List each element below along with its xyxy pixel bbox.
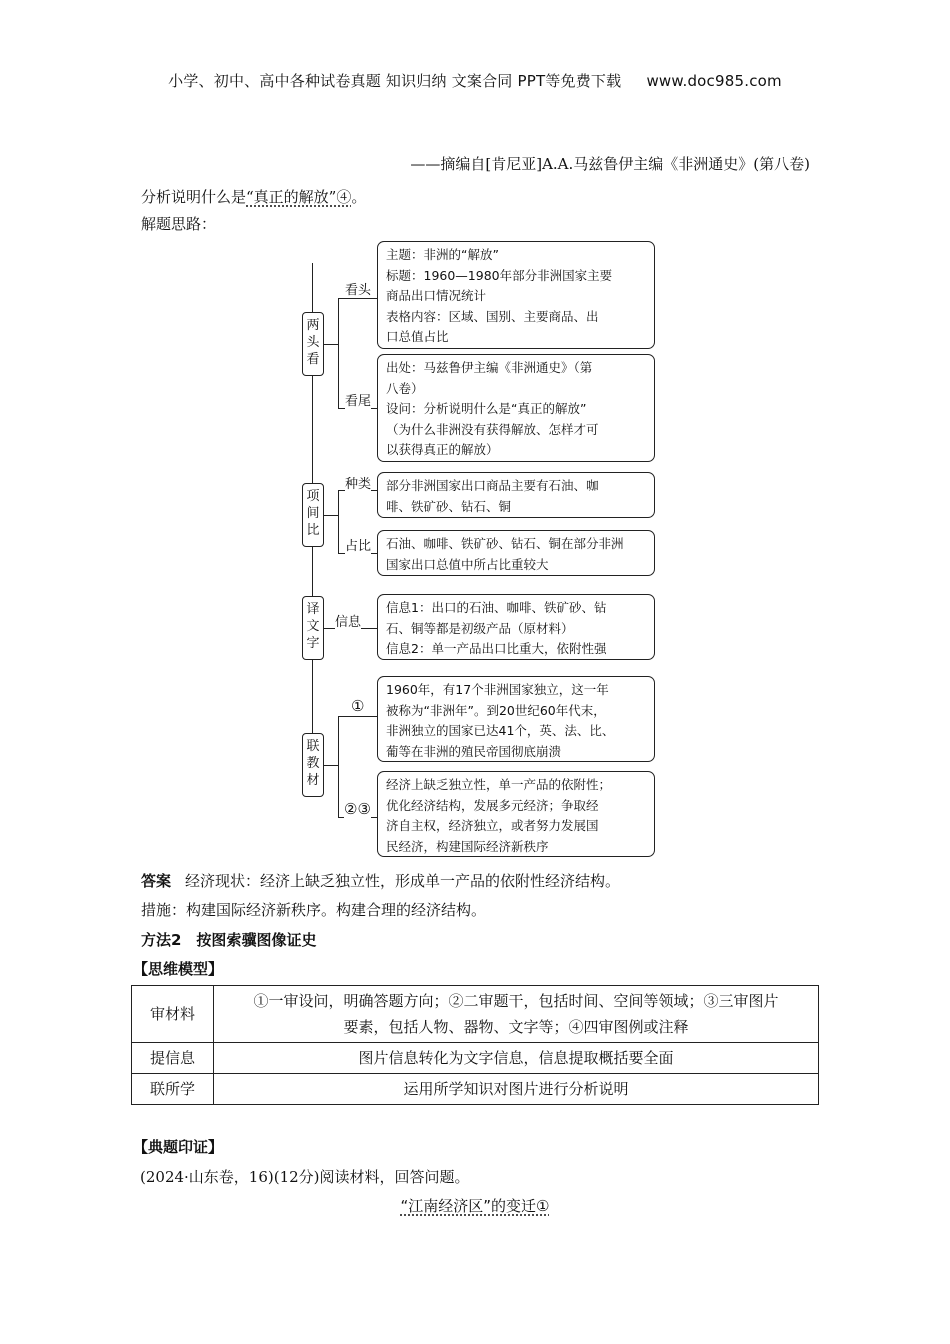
table-value-line: 要素，包括人物、器物、文字等；④四审图例或注释 [343, 1018, 689, 1036]
table-value-line: ①一审设问，明确答题方向；②二审题干，包括时间、空间等领域；③三审图片 [253, 992, 779, 1010]
category-char: 文 [306, 619, 320, 634]
box-line: 优化经济结构，发展多元经济；争取经 [386, 797, 599, 813]
category-yiwenzi [302, 596, 324, 660]
box-line: 被称为“非洲年”。到20世纪60年代末， [386, 702, 606, 718]
connector [324, 765, 338, 766]
label-zhonglei: 种类 [345, 473, 371, 492]
box-line: 信息1：出口的石油、咖啡、铁矿砂、钻 [386, 600, 607, 615]
question-line [141, 186, 366, 207]
box-line: 1960年，有17个非洲国家独立，这一年 [386, 682, 609, 697]
box-line: 表格内容：区域、国别、主要商品、出 [386, 308, 599, 324]
table-row [132, 1074, 819, 1105]
table-key: 联所学 [132, 1074, 214, 1105]
box-line: 啡、铁矿砂、钻石、铜 [386, 498, 512, 514]
category-char: 头 [306, 335, 320, 350]
box-kanwei [377, 354, 655, 462]
box-xinxi [377, 594, 655, 660]
table-value: 图片信息转化为文字信息，信息提取概括要全面 [214, 1043, 819, 1074]
page-header: 小学、初中、高中各种试卷真题 知识归纳 文案合同 PPT等免费下载 www.doc985.com [168, 72, 782, 90]
category-liangtoukan [302, 312, 324, 376]
table-key: 提信息 [132, 1043, 214, 1074]
category-char: 字 [306, 636, 320, 651]
answer-label: 答案 [141, 872, 172, 890]
typical-title: 【典题印证】 [133, 1138, 224, 1156]
method-title: 方法2 按图索骥图像证史 [141, 931, 317, 949]
box-line: （为什么非洲没有获得解放、怎样才可 [386, 421, 599, 437]
box-line: 济自主权，经济独立，或者努力发展国 [386, 818, 599, 833]
category-xiangjianbi [302, 483, 324, 547]
label-zhanbi: 占比 [345, 535, 371, 554]
connector [338, 716, 339, 817]
category-char: 间 [306, 506, 320, 521]
box-line: 以获得真正的解放） [386, 442, 499, 457]
box-line: 信息2：单一产品出口比重大，依附性强 [386, 641, 607, 656]
table-row [132, 1043, 819, 1074]
answer-text: 经济现状：经济上缺乏独立性，形成单一产品的依附性经济结构。 [185, 872, 621, 890]
box-line: 八卷） [386, 380, 424, 396]
connector [338, 716, 377, 717]
material-title-text: “江南经济区”的变迁① [400, 1197, 550, 1215]
box-line: 口总值占比 [386, 329, 449, 344]
category-char: 译 [306, 602, 320, 617]
box-line: 商品出口情况统计 [386, 288, 487, 303]
table-value: 运用所学知识对图片进行分析说明 [214, 1074, 819, 1105]
label-n1: ① [351, 697, 365, 715]
box-line: 设问：分析说明什么是“真正的解放” [386, 401, 587, 416]
box-line: 标题：1960—1980年部分非洲国家主要 [386, 267, 613, 283]
answer-measures: 措施：构建国际经济新秩序。构建合理的经济结构。 [141, 901, 487, 919]
category-char: 看 [306, 352, 320, 367]
box-line: 民经济，构建国际经济新秩序 [386, 838, 549, 854]
answer-line [141, 870, 620, 891]
box-line: 国家出口总值中所占比重较大 [386, 556, 549, 572]
category-char: 两 [306, 318, 320, 333]
box-n1 [377, 676, 655, 762]
box-line: 葡等在非洲的殖民帝国彻底崩溃 [386, 743, 562, 759]
box-line: 主题：非洲的“解放” [386, 247, 499, 262]
connector [324, 515, 338, 516]
model-title: 【思维模型】 [133, 960, 224, 978]
category-char: 比 [306, 523, 320, 538]
connector [338, 298, 339, 408]
thinking-label: 解题思路： [141, 215, 217, 233]
question-prefix: 分析说明什么是 [141, 188, 247, 206]
question-suffix: 。 [351, 188, 367, 206]
label-kanwei: 看尾 [345, 390, 371, 409]
box-line: 非洲独立的国家已达41个，英、法、比、 [386, 723, 615, 738]
box-zhanbi [377, 530, 655, 576]
category-char: 材 [306, 773, 320, 788]
category-char: 项 [306, 489, 320, 504]
box-line: 出处：马兹鲁伊主编《非洲通史》（第 [386, 360, 593, 375]
material-title [0, 1195, 950, 1216]
box-line: 部分非洲国家出口商品主要有石油、咖 [386, 478, 599, 493]
model-table [131, 985, 819, 1105]
source-citation: ——摘编自[肯尼亚]A.A.马兹鲁伊主编《非洲通史》(第八卷) [410, 155, 810, 173]
connector [338, 490, 339, 553]
connector [324, 344, 338, 345]
box-line: 石油、咖啡、铁矿砂、钻石、铜在部分非洲 [386, 536, 624, 551]
category-lianjiaocai [302, 733, 324, 797]
box-line: 经济上缺乏独立性，单一产品的依附性； [386, 777, 612, 792]
label-n23: ②③ [344, 800, 371, 818]
table-value [214, 986, 819, 1043]
table-row [132, 986, 819, 1043]
box-line: 石、铜等都是初级产品（原材料） [386, 620, 574, 636]
category-char: 联 [306, 739, 320, 754]
label-xinxi: 信息 [335, 611, 361, 630]
category-char: 教 [306, 756, 320, 771]
exam-line: (2024·山东卷，16)(12分)阅读材料，回答问题。 [140, 1168, 470, 1186]
box-zhonglei [377, 472, 655, 518]
box-kantou [377, 241, 655, 349]
label-kantou: 看头 [345, 279, 371, 298]
connector [338, 298, 377, 299]
question-underlined: “真正的解放”④ [246, 188, 352, 206]
box-n23 [377, 771, 655, 857]
table-key: 审材料 [132, 986, 214, 1043]
